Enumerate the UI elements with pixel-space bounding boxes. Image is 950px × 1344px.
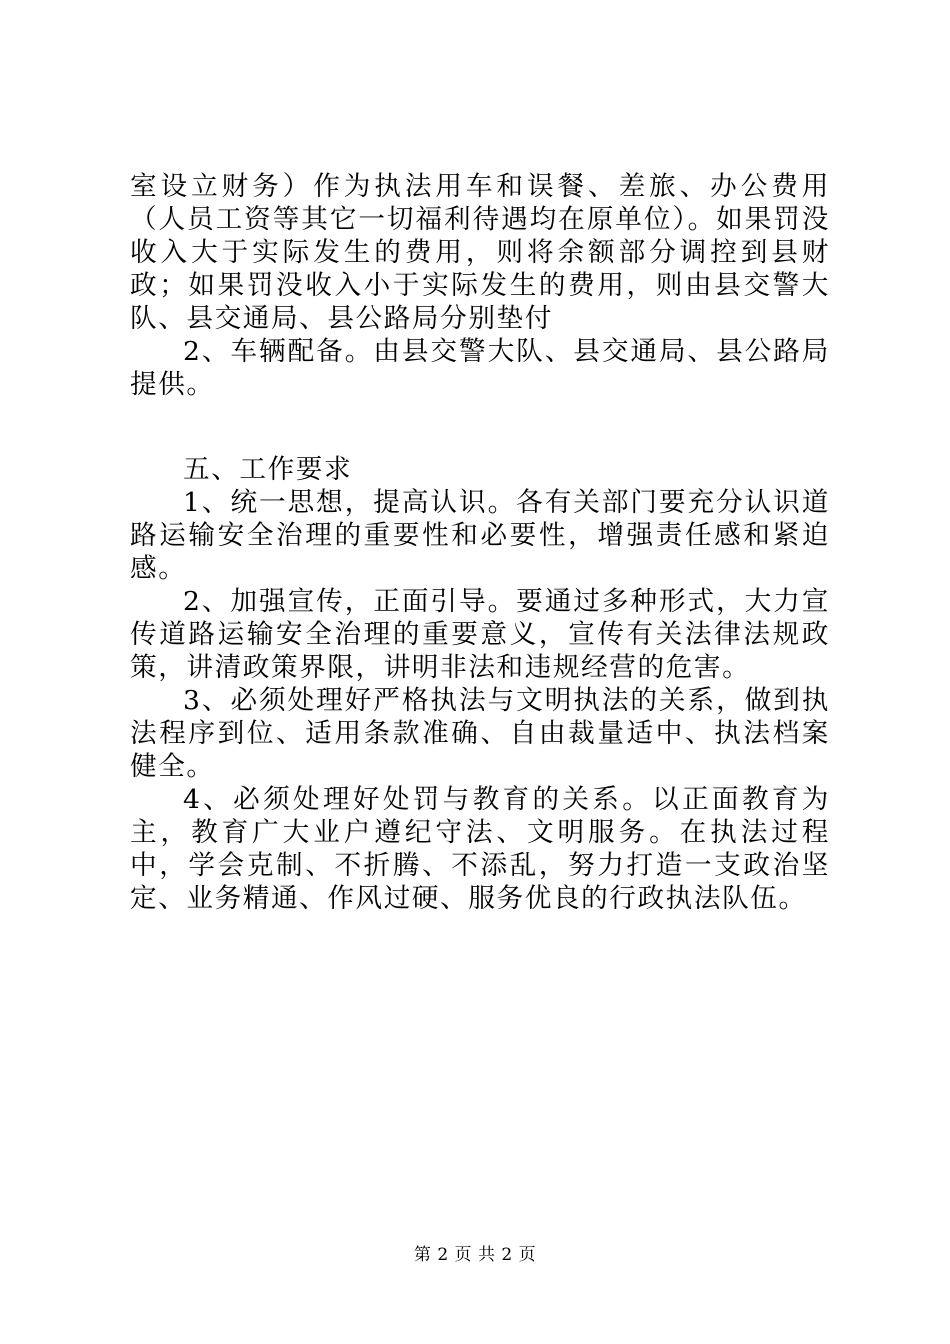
document-body xyxy=(130,170,830,915)
section-heading-work-requirements: 五、工作要求 xyxy=(183,454,353,485)
paragraph-finance-continuation: 室设立财务）作为执法用车和误餐、差旅、办公费用（人员工资等其它一切福利待遇均在原单位）。如果罚没收入大于实际发生的费用，则将余额部分调控到县财政；如果罚没收入小于实际发生的费用，则由县交警大队、县交通局、县公路局分别垫付 xyxy=(130,171,830,334)
paragraph-requirement-1: 1、统一思想，提高认识。各有关部门要充分认识道路运输安全治理的重要性和必要性，增强责任感和紧迫感。 xyxy=(130,487,830,584)
paragraph-requirement-2: 2、加强宣传，正面引导。要通过多种形式，大力宣传道路运输安全治理的重要意义，宣传有关法律法规政策，讲清政策界限，讲明非法和违规经营的危害。 xyxy=(130,586,830,683)
paragraph-requirement-4: 4、必须处理好处罚与教育的关系。以正面教育为主，教育广大业户遵纪守法、文明服务。在执法过程中，学会克制、不折腾、不添乱，努力打造一支政治坚定、业务精通、作风过硬、服务优良的行政执法队伍。 xyxy=(130,784,830,914)
paragraph-vehicle-allocation: 2、车辆配备。由县交警大队、县交通局、县公路局提供。 xyxy=(130,336,830,400)
page-number-footer: 第 2 页 共 2 页 xyxy=(413,1245,537,1265)
paragraph-requirement-3: 3、必须处理好严格执法与文明执法的关系，做到执法程序到位、适用条款准确、自由裁量适中、执法档案健全。 xyxy=(130,685,830,782)
paragraph-spacer xyxy=(130,401,830,453)
